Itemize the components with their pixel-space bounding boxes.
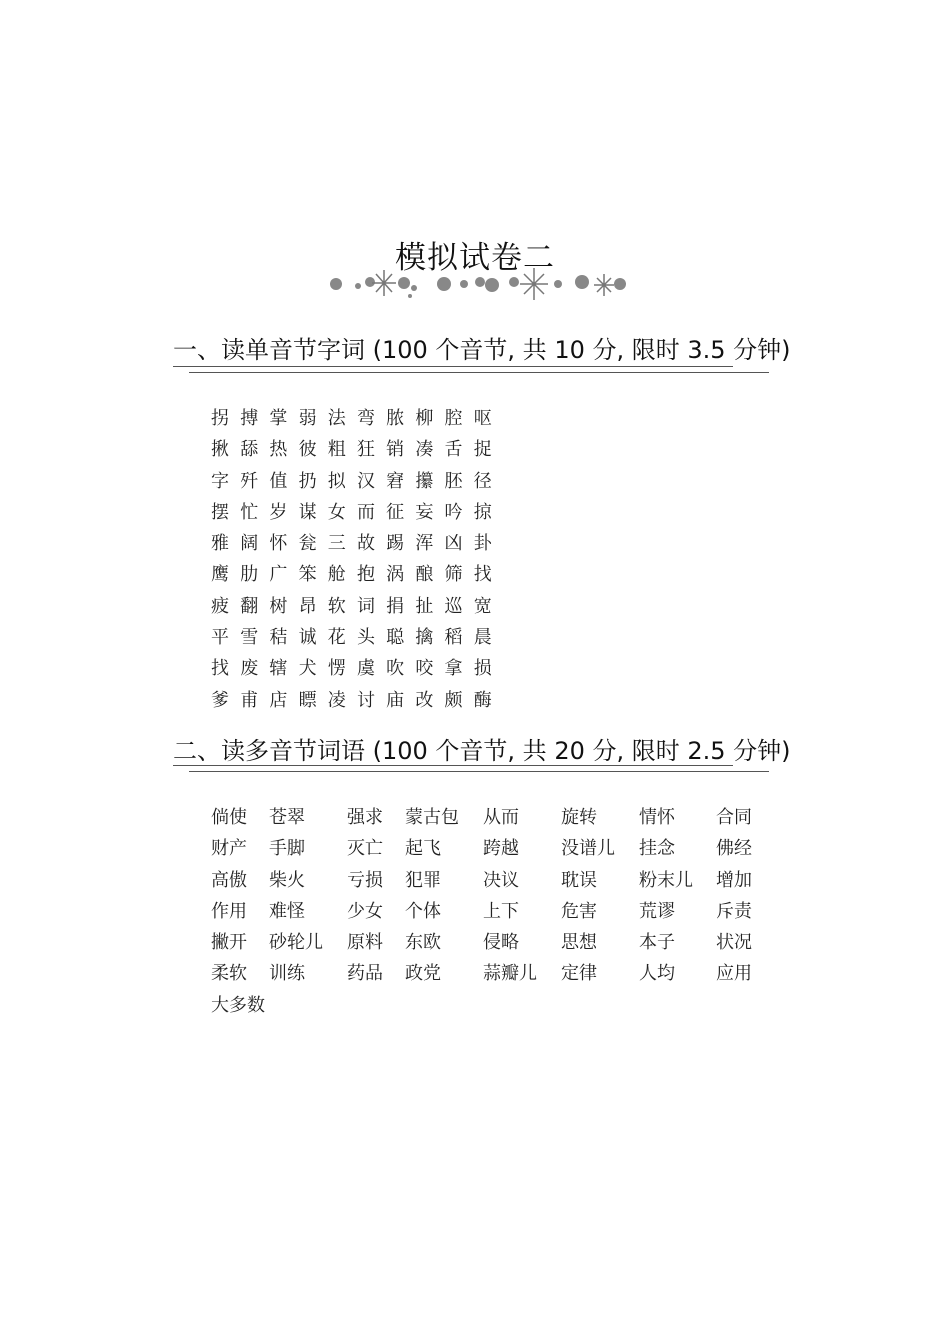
character-item: 故 <box>356 533 375 555</box>
character-item: 舱 <box>327 564 346 586</box>
word-item: 倘使 <box>211 807 247 828</box>
character-item: 柳 <box>415 408 434 429</box>
character-item: 愣 <box>327 658 346 680</box>
multi-syllable-grid <box>211 802 776 1021</box>
character-item: 爹 <box>211 689 229 711</box>
word-item: 蒙古包 <box>405 807 459 828</box>
character-item: 诚 <box>298 627 317 649</box>
character-item: 涡 <box>386 564 405 586</box>
word-item: 难怪 <box>269 900 305 922</box>
word-item: 佛经 <box>716 838 752 860</box>
character-item: 妄 <box>415 501 434 523</box>
character-item: 找 <box>473 564 492 586</box>
word-item: 定律 <box>561 963 597 985</box>
character-item: 损 <box>473 658 492 680</box>
word-item: 东欧 <box>405 932 441 954</box>
character-item: 热 <box>269 439 288 461</box>
character-item: 吹 <box>386 658 405 680</box>
character-item: 呕 <box>473 408 492 429</box>
character-item: 卦 <box>473 533 492 555</box>
word-item: 挂念 <box>639 838 675 860</box>
word-item: 砂轮儿 <box>269 932 323 954</box>
character-item: 聪 <box>386 627 405 649</box>
char-row <box>211 403 503 434</box>
word-item: 柴火 <box>269 869 305 891</box>
word-item: 苍翠 <box>269 807 305 828</box>
character-item: 忙 <box>240 501 259 523</box>
character-item: 拟 <box>327 470 346 492</box>
character-item: 软 <box>327 595 346 617</box>
word-item: 高傲 <box>211 869 247 891</box>
word-item: 强求 <box>347 807 383 828</box>
word-row <box>211 802 776 833</box>
char-row <box>211 622 503 653</box>
char-row <box>211 466 503 497</box>
character-item: 广 <box>269 564 288 586</box>
single-syllable-grid <box>211 403 503 716</box>
word-item: 原料 <box>347 932 383 954</box>
character-item: 凶 <box>444 533 463 555</box>
character-item: 胚 <box>444 470 463 492</box>
char-row <box>211 497 503 528</box>
character-item: 肋 <box>240 564 259 586</box>
word-item: 侵略 <box>483 932 519 954</box>
character-item: 头 <box>356 627 375 649</box>
character-item: 酶 <box>473 689 492 711</box>
word-item: 药品 <box>347 963 383 985</box>
character-item: 歼 <box>240 470 259 492</box>
character-item: 讨 <box>356 689 375 711</box>
character-item: 找 <box>211 658 229 680</box>
word-item: 大多数 <box>211 994 265 1016</box>
character-item: 扯 <box>415 595 434 617</box>
word-item: 少女 <box>347 900 383 922</box>
character-item: 花 <box>327 627 346 649</box>
character-item: 粗 <box>327 439 346 461</box>
character-item: 雪 <box>240 627 259 649</box>
character-item: 咬 <box>415 658 434 680</box>
character-item: 树 <box>269 595 288 617</box>
word-item: 柔软 <box>211 963 247 985</box>
character-item: 平 <box>211 627 229 649</box>
char-row <box>211 653 503 684</box>
character-item: 改 <box>415 689 434 711</box>
word-item: 起飞 <box>405 838 441 860</box>
word-item: 荒谬 <box>639 900 675 922</box>
word-item: 人均 <box>639 963 675 985</box>
word-item: 政党 <box>405 963 441 985</box>
character-item: 瓮 <box>298 533 317 555</box>
character-item: 酿 <box>415 564 434 586</box>
word-item: 财产 <box>211 838 247 860</box>
character-item: 谋 <box>298 501 317 523</box>
character-item: 女 <box>327 501 346 523</box>
character-item: 狂 <box>356 439 375 461</box>
character-item: 辖 <box>269 658 288 680</box>
character-item: 昂 <box>298 595 317 617</box>
character-item: 凌 <box>327 689 346 711</box>
word-item: 增加 <box>716 869 752 891</box>
character-item: 瞟 <box>298 689 317 711</box>
character-item: 捐 <box>386 595 405 617</box>
character-item: 弱 <box>298 408 317 429</box>
character-item: 舌 <box>444 439 463 461</box>
character-item: 怀 <box>269 533 288 555</box>
word-item: 上下 <box>483 900 519 922</box>
word-item: 灭亡 <box>347 838 383 860</box>
character-item: 吟 <box>444 501 463 523</box>
character-item: 值 <box>269 470 288 492</box>
word-item: 个体 <box>405 900 441 922</box>
character-item: 字 <box>211 470 229 492</box>
word-item: 情怀 <box>639 807 675 828</box>
word-item: 训练 <box>269 963 305 985</box>
page-title: 模拟试卷二 <box>395 240 555 276</box>
character-item: 雅 <box>211 533 229 555</box>
word-item: 本子 <box>639 932 675 954</box>
word-row <box>211 896 776 927</box>
character-item: 凑 <box>415 439 434 461</box>
character-item: 窘 <box>386 470 405 492</box>
word-item: 犯罪 <box>405 869 441 891</box>
character-item: 攥 <box>415 470 434 492</box>
word-item: 粉末儿 <box>639 869 693 891</box>
character-item: 词 <box>356 595 375 617</box>
character-item: 翻 <box>240 595 259 617</box>
word-item: 撇开 <box>211 932 247 954</box>
word-item: 旋转 <box>561 807 597 828</box>
character-item: 擒 <box>415 627 434 649</box>
character-item: 踢 <box>386 533 405 555</box>
character-item: 甫 <box>240 689 259 711</box>
word-item: 亏损 <box>347 869 383 891</box>
character-item: 废 <box>240 658 259 680</box>
word-item: 跨越 <box>483 838 519 860</box>
word-item: 斥责 <box>716 900 752 922</box>
character-item: 抱 <box>356 564 375 586</box>
character-item: 疲 <box>211 595 229 617</box>
word-row <box>211 833 776 864</box>
character-item: 舔 <box>240 439 259 461</box>
character-item: 摆 <box>211 501 229 523</box>
word-item: 作用 <box>211 900 247 922</box>
word-item: 决议 <box>483 869 519 891</box>
char-row <box>211 528 503 559</box>
character-item: 店 <box>269 689 288 711</box>
character-item: 晨 <box>473 627 492 649</box>
character-item: 颇 <box>444 689 463 711</box>
section-1-heading: 一、读单音节字词 (100 个音节, 共 10 分, 限时 3.5 分钟) <box>173 336 791 364</box>
word-row <box>211 865 776 896</box>
char-row <box>211 559 503 590</box>
character-item: 秸 <box>269 627 288 649</box>
char-row <box>211 685 503 716</box>
character-item: 汉 <box>356 470 375 492</box>
character-item: 三 <box>327 533 346 555</box>
word-item: 没谱儿 <box>561 838 615 860</box>
word-item: 合同 <box>716 807 752 828</box>
character-item: 径 <box>473 470 492 492</box>
character-item: 揪 <box>211 439 229 461</box>
character-item: 弯 <box>356 408 375 429</box>
character-item: 筛 <box>444 564 463 586</box>
word-row <box>211 927 776 958</box>
character-item: 鹰 <box>211 564 229 586</box>
character-item: 岁 <box>269 501 288 523</box>
character-item: 庙 <box>386 689 405 711</box>
character-item: 法 <box>327 408 346 429</box>
character-item: 掌 <box>269 408 288 429</box>
character-item: 拐 <box>211 408 229 429</box>
word-item: 危害 <box>561 900 597 922</box>
character-item: 稻 <box>444 627 463 649</box>
character-item: 拿 <box>444 658 463 680</box>
character-item: 征 <box>386 501 405 523</box>
word-item: 手脚 <box>269 838 305 860</box>
character-item: 销 <box>386 439 405 461</box>
character-item: 犬 <box>298 658 317 680</box>
character-item: 彼 <box>298 439 317 461</box>
word-item: 耽误 <box>561 869 597 891</box>
character-item: 而 <box>356 501 375 523</box>
section-2-rule <box>173 765 769 773</box>
char-row <box>211 591 503 622</box>
word-item: 蒜瓣儿 <box>483 963 537 985</box>
section-1-rule <box>173 366 769 374</box>
char-row <box>211 434 503 465</box>
word-item: 思想 <box>561 932 597 954</box>
character-item: 腔 <box>444 408 463 429</box>
word-row <box>211 958 776 989</box>
character-item: 虞 <box>356 658 375 680</box>
section-2-heading: 二、读多音节词语 (100 个音节, 共 20 分, 限时 2.5 分钟) <box>173 737 791 765</box>
character-item: 浑 <box>415 533 434 555</box>
character-item: 脓 <box>386 408 405 429</box>
word-item: 应用 <box>716 963 752 985</box>
word-row <box>211 990 776 1021</box>
character-item: 搏 <box>240 408 259 429</box>
floral-ornament-icon <box>320 264 640 304</box>
character-item: 掠 <box>473 501 492 523</box>
word-item: 从而 <box>483 807 519 828</box>
character-item: 巡 <box>444 595 463 617</box>
character-item: 扔 <box>298 470 317 492</box>
character-item: 阔 <box>240 533 259 555</box>
character-item: 捉 <box>473 439 492 461</box>
character-item: 笨 <box>298 564 317 586</box>
word-item: 状况 <box>716 932 752 954</box>
character-item: 宽 <box>473 595 492 617</box>
